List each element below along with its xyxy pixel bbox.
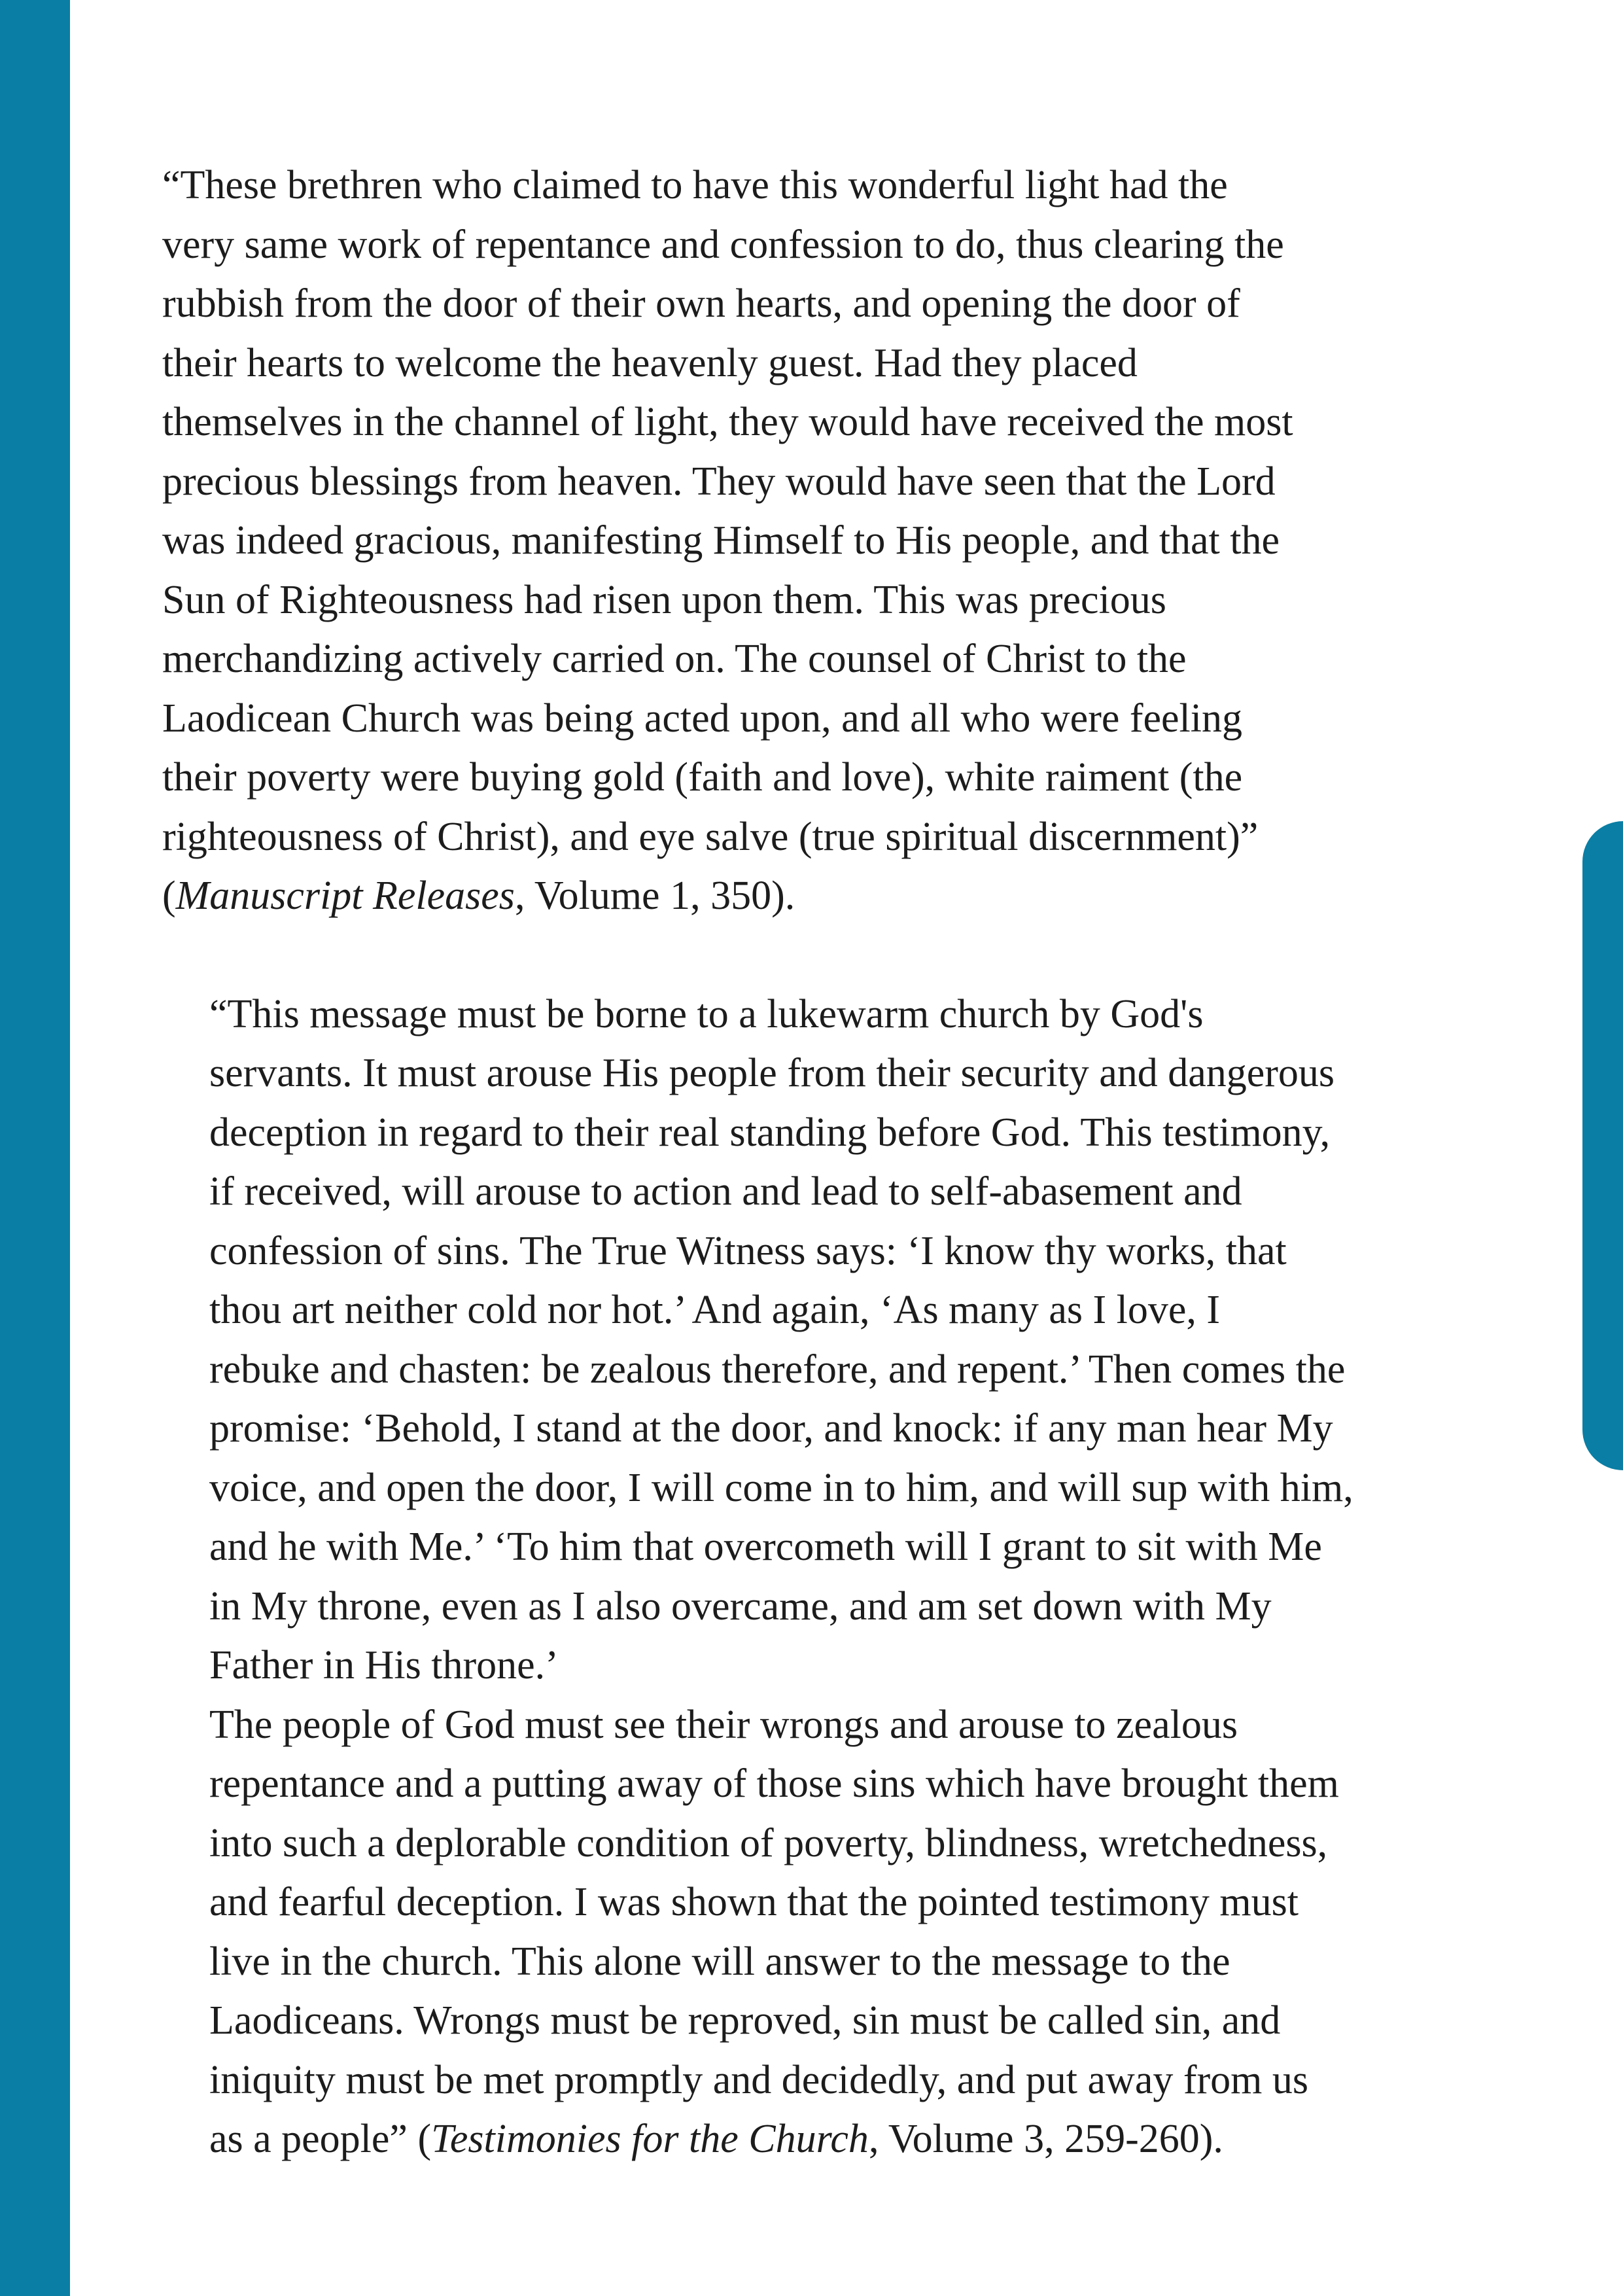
side-thumb-tab bbox=[1582, 821, 1623, 1470]
text-line: their poverty were buying gold (faith and love), white raiment (the bbox=[162, 755, 1243, 800]
citation-suffix: , Volume 3, 259-260). bbox=[868, 2117, 1223, 2161]
text-line: in My throne, even as I also overcame, and am set down with My bbox=[209, 1583, 1272, 1629]
text-line: and he with Me.’ ‘To him that overcometh will I grant to sit with Me bbox=[209, 1525, 1322, 1569]
text-line: “These brethren who claimed to have this wonderful light had the bbox=[162, 163, 1228, 207]
text-line: “This message must be borne to a lukewarm church by God's bbox=[209, 991, 1204, 1036]
text-line: Laodicean Church was being acted upon, and all who were feeling bbox=[162, 696, 1242, 741]
citation-prefix: ( bbox=[162, 874, 176, 918]
text-line: righteousness of Christ), and eye salve (true spiritual discernment)” bbox=[162, 814, 1259, 859]
text-line: into such a deplorable condition of poverty, blindness, wretchedness, bbox=[209, 1820, 1328, 1865]
text-line: was indeed gracious, manifesting Himself to His people, and that the bbox=[162, 518, 1280, 563]
paragraph-pointed-testimony bbox=[162, 1695, 1490, 2169]
text-line: if received, will arouse to action and lead to self-abasement and bbox=[209, 1169, 1242, 1214]
text-line: rebuke and chasten: be zealous therefore, and repent.’ Then comes the bbox=[209, 1347, 1346, 1392]
text-line: promise: ‘Behold, I stand at the door, and knock: if any man hear My bbox=[209, 1406, 1333, 1451]
text-line: live in the church. This alone will answer to the message to the bbox=[209, 1939, 1230, 1984]
text-line: voice, and open the door, I will come in to him, and will sup with him, bbox=[209, 1465, 1353, 1510]
paragraph-lukewarm-church bbox=[162, 985, 1490, 1695]
text-line: their hearts to welcome the heavenly guest. Had they placed bbox=[162, 340, 1138, 385]
text-line: iniquity must be met promptly and decidedly, and put away from us bbox=[209, 2057, 1308, 2102]
text-line: repentance and a putting away of those sins which have brought them bbox=[209, 1761, 1339, 1806]
text-line: and fearful deception. I was shown that the pointed testimony must bbox=[209, 1880, 1299, 1924]
text-line: deception in regard to their real standing before God. This testimony, bbox=[209, 1110, 1331, 1155]
citation-title: Testimonies for the Church bbox=[431, 2117, 869, 2161]
text-line: very same work of repentance and confession to do, thus clearing the bbox=[162, 222, 1284, 267]
text-line: themselves in the channel of light, they would have received the most bbox=[162, 400, 1293, 444]
paragraph-manuscript-releases bbox=[162, 156, 1490, 926]
citation-line bbox=[162, 2110, 1490, 2169]
citation-line bbox=[162, 866, 1490, 926]
text-line: Laodiceans. Wrongs must be reproved, sin must be called sin, and bbox=[209, 1998, 1281, 2043]
text-line: precious blessings from heaven. They would have seen that the Lord bbox=[162, 459, 1276, 504]
text-line: The people of God must see their wrongs and arouse to zealous bbox=[209, 1702, 1238, 1747]
paragraph-gap bbox=[162, 926, 1490, 985]
citation-title: Manuscript Releases bbox=[175, 874, 515, 918]
text-line: Father in His throne.’ bbox=[209, 1643, 559, 1687]
page-text bbox=[162, 156, 1490, 2169]
left-accent-bar bbox=[0, 0, 70, 2296]
text-line: confession of sins. The True Witness says: ‘I know thy works, that bbox=[209, 1228, 1287, 1273]
text-line: servants. It must arouse His people from their security and dangerous bbox=[209, 1051, 1335, 1095]
text-line: merchandizing actively carried on. The counsel of Christ to the bbox=[162, 637, 1187, 681]
text-line: Sun of Righteousness had risen upon them. This was precious bbox=[162, 577, 1166, 622]
text-line: thou art neither cold nor hot.’ And again, ‘As many as I love, I bbox=[209, 1288, 1221, 1332]
text-line: rubbish from the door of their own hearts, and opening the door of bbox=[162, 281, 1240, 326]
citation-suffix: , Volume 1, 350). bbox=[514, 874, 795, 918]
citation-prefix: as a people” ( bbox=[209, 2117, 432, 2161]
